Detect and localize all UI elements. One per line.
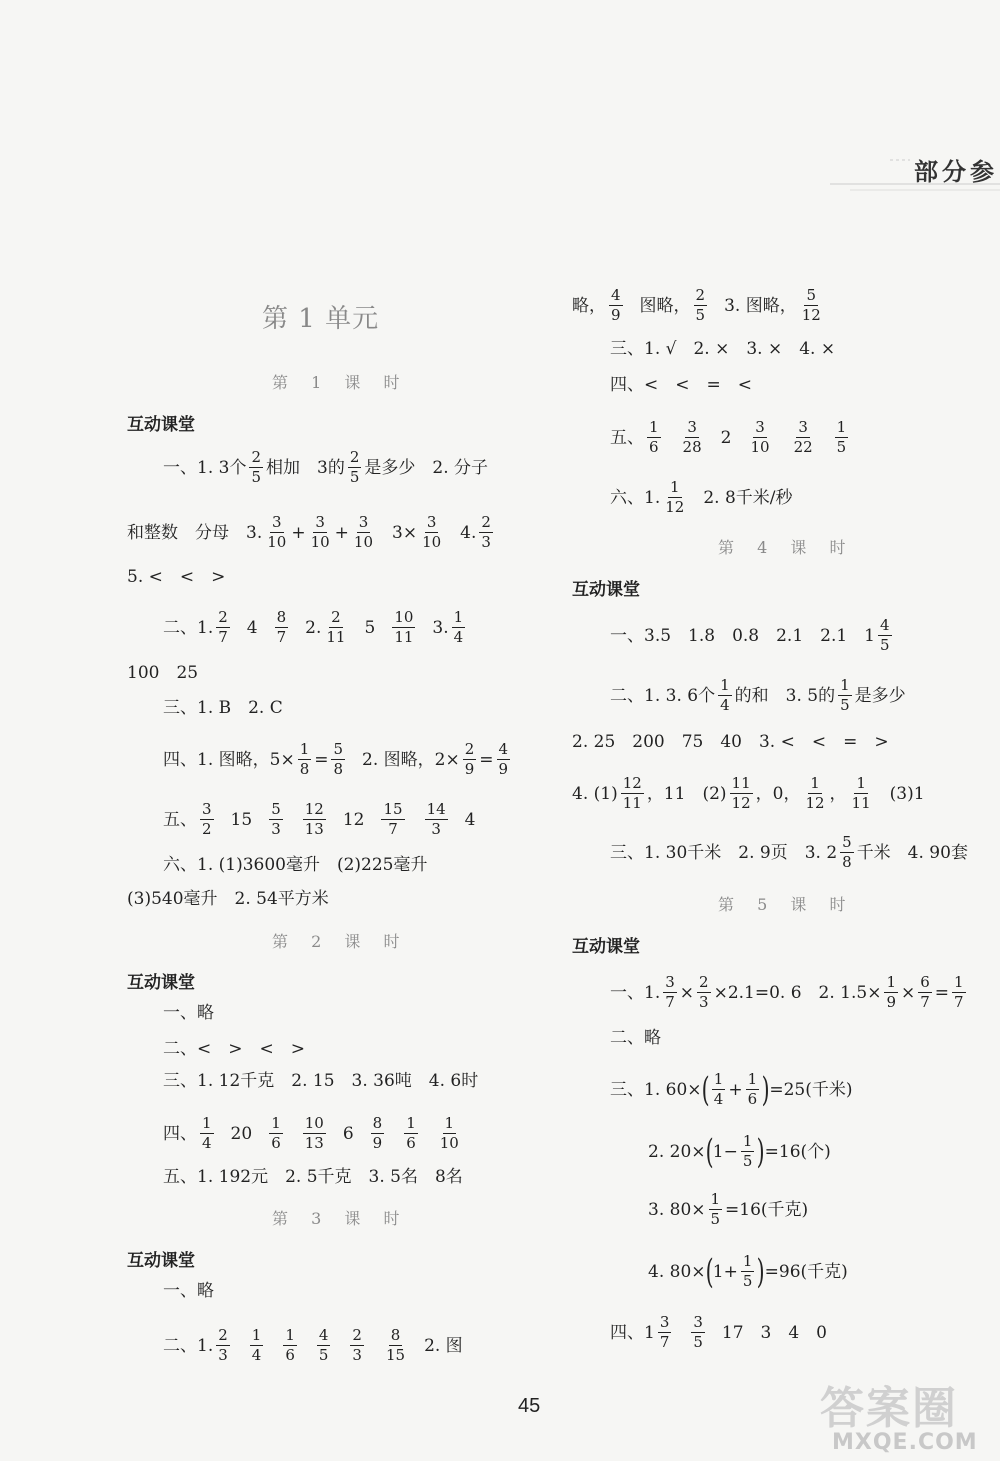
fraction: $\frac{1}{6}$ (271, 1114, 281, 1152)
c1-q5: 五、 $\frac{3}{2}$ 15 $\frac{5}{3}$ $\frac{12}{13}$ 12 $\frac{15}{7}$ $\frac{14}{3}$ 4 (163, 800, 476, 838)
fraction: $\frac{2}{5}$ (349, 448, 360, 486)
fraction: $\frac{1}{4}$ (453, 608, 464, 646)
c1-q2-line1: 二、1. $\frac{2}{7}$ 4 $\frac{8}{7}$ 2. $\frac{2}{11}$ 5 $\frac{10}{11}$ 3. $\frac{1}{4}$ (163, 608, 464, 646)
fraction: $\frac{1}{9}$ (886, 973, 896, 1011)
fraction: $\frac{3}{5}$ (693, 1313, 703, 1351)
c4-q3: 三、1. 30千米 2. 9页 3. 2 $\frac{5}{8}$ 千米 4. 90套 (610, 833, 968, 871)
c1-q3: 三、1. B 2. C (163, 698, 283, 718)
fraction: $\frac{15}{7}$ (383, 800, 403, 838)
c5-q3-3: 3. 80× $\frac{1}{5}$ =16(千克) (648, 1190, 809, 1228)
fraction: $\frac{5}{8}$ (842, 833, 852, 871)
c3-q1: 一、略 (163, 1281, 214, 1301)
c4-q2-line3: 4. (1) $\frac{12}{11}$ ，11 (2) $\frac{11}{12}$ ，0， $\frac{1}{12}$ ， $\frac{1}{11}$ (3)1 (572, 774, 925, 812)
fraction: $\frac{4}{9}$ (498, 740, 509, 778)
c2-q3: 三、1. 12千克 2. 15 3. 36吨 4. 6时 (163, 1071, 479, 1091)
fraction: $\frac{14}{3}$ (426, 800, 446, 838)
fraction: $\frac{3}{10}$ (267, 513, 287, 551)
c3-q3: 三、1. √ 2. × 3. × 4. × (610, 339, 836, 359)
c5-q4: 四、1 $\frac{3}{7}$ $\frac{3}{5}$ 17 3 4 0 (610, 1313, 828, 1351)
c1-q2-line2: 100 25 (127, 663, 199, 683)
c3-q4: 四、< < = < (610, 375, 752, 395)
c5-q1: 一、1. $\frac{3}{7}$ × $\frac{2}{3}$ ×2.1=0. 6 2. 1.5× $\frac{1}{9}$ × $\frac{6}{7}$ = $\frac{1}{7}$ (610, 973, 964, 1011)
fraction: $\frac{12}{13}$ (304, 800, 324, 838)
fraction: $\frac{2}{7}$ (218, 608, 228, 646)
watermark-logo: 答案圈 (820, 1383, 958, 1434)
fraction: $\frac{3}{10}$ (353, 513, 374, 551)
fraction: $\frac{1}{5}$ (840, 676, 850, 714)
c5-q3-4: 4. 80× ( 1+ $\frac{1}{5}$ ) =96(千克) (648, 1251, 848, 1292)
section-label: 互动课堂 (127, 1251, 195, 1271)
fraction: $\frac{2}{5}$ (251, 448, 261, 486)
fraction: $\frac{1}{12}$ (665, 478, 685, 516)
fraction: $\frac{4}{5}$ (880, 616, 890, 654)
fraction: $\frac{3}{7}$ (665, 973, 675, 1011)
lesson-2-title: 第 2 课 时 (272, 932, 409, 951)
fraction: $\frac{12}{11}$ (622, 774, 642, 812)
fraction: $\frac{3}{7}$ (659, 1313, 670, 1351)
fraction: $\frac{4}{5}$ (318, 1326, 329, 1364)
fraction: $\frac{2}{3}$ (352, 1326, 362, 1364)
fraction: $\frac{8}{15}$ (385, 1326, 406, 1364)
watermark-url: MXQE.COM (832, 1430, 978, 1455)
fraction: $\frac{1}{5}$ (836, 418, 847, 456)
fraction: $\frac{8}{7}$ (276, 608, 287, 646)
fraction: $\frac{3}{10}$ (750, 418, 770, 456)
lesson-4-title: 第 4 课 时 (718, 538, 855, 557)
fraction: $\frac{1}{5}$ (742, 1132, 753, 1170)
section-label: 互动课堂 (127, 973, 195, 993)
fraction: $\frac{1}{4}$ (251, 1326, 262, 1364)
fraction: $\frac{2}{3}$ (218, 1326, 228, 1364)
fraction: $\frac{1}{6}$ (649, 418, 659, 456)
c5-q3-1: 三、1. 60× ( $\frac{1}{4}$ + $\frac{1}{6}$ ) =25(千米) (610, 1069, 853, 1110)
fraction: $\frac{1}{4}$ (713, 1070, 724, 1108)
section-label: 互动课堂 (572, 937, 640, 957)
c3-q5: 五、 $\frac{1}{6}$ $\frac{3}{28}$ 2 $\frac{3}{10}$ $\frac{3}{22}$ $\frac{1}{5}$ (610, 418, 847, 456)
fraction: $\frac{11}{12}$ (731, 774, 751, 812)
fraction: $\frac{10}{13}$ (304, 1114, 324, 1152)
fraction: $\frac{1}{10}$ (439, 1114, 459, 1152)
c4-q1: 一、3.5 1.8 0.8 2.1 2.1 1 $\frac{4}{5}$ (610, 616, 890, 654)
fraction: $\frac{1}{8}$ (299, 740, 310, 778)
fraction: $\frac{1}{5}$ (742, 1252, 753, 1290)
c3-q6: 六、1. $\frac{1}{12}$ 2. 8千米/秒 (610, 478, 793, 516)
fraction: $\frac{3}{2}$ (202, 800, 212, 838)
c1-q1-line3: 5. < < > (127, 567, 226, 587)
lesson-5-title: 第 5 课 时 (718, 895, 855, 914)
c4-q2-line2: 2. 25 200 75 40 3. < < = > (572, 732, 889, 752)
fraction: $\frac{1}{4}$ (202, 1114, 212, 1152)
fraction: $\frac{5}{8}$ (333, 740, 344, 778)
c1-q1-line1: 一、1. 3个 $\frac{2}{5}$ 相加 3的 $\frac{2}{5}$ 是多少 2. 分子 (163, 448, 488, 486)
fraction: $\frac{1}{6}$ (406, 1114, 416, 1152)
fraction: $\frac{5}{12}$ (801, 286, 821, 324)
c2-q5: 五、1. 192元 2. 5千克 3. 5名 8名 (163, 1167, 463, 1187)
c3-q2-continued: 略， $\frac{4}{9}$ 图略， $\frac{2}{5}$ 3. 图略， $\frac{5}{12}$ (572, 286, 821, 324)
fraction: $\frac{10}{11}$ (394, 608, 414, 646)
fraction: $\frac{6}{7}$ (920, 973, 930, 1011)
section-label: 互动课堂 (572, 580, 640, 600)
section-label: 互动课堂 (127, 415, 195, 435)
header-title: 部分参 (914, 158, 998, 186)
c1-q4: 四、1. 图略，5× $\frac{1}{8}$ = $\frac{5}{8}$ 2. 图略，2× $\frac{2}{9}$ = $\frac{4}{9}$ (163, 740, 509, 778)
fraction: $\frac{1}{5}$ (710, 1190, 721, 1228)
fraction: $\frac{3}{10}$ (310, 513, 330, 551)
lesson-1-title: 第 1 课 时 (272, 373, 409, 392)
fraction: $\frac{3}{22}$ (793, 418, 813, 456)
page-number: 45 (518, 1395, 541, 1417)
c2-q4: 四、 $\frac{1}{4}$ 20 $\frac{1}{6}$ $\frac{10}{13}$ 6 $\frac{8}{9}$ $\frac{1}{6}$ $\frac{1}{10}$ (163, 1114, 459, 1152)
fraction: $\frac{8}{9}$ (372, 1114, 383, 1152)
fraction: $\frac{1}{6}$ (285, 1326, 295, 1364)
fraction: $\frac{2}{11}$ (326, 608, 346, 646)
unit-title: 第 1 单元 (262, 304, 380, 334)
fraction: $\frac{1}{6}$ (747, 1070, 758, 1108)
c1-q6-line2: (3)540毫升 2. 54平方米 (127, 889, 329, 909)
fraction: $\frac{1}{4}$ (720, 676, 730, 714)
c5-q3-2: 2. 20× ( 1− $\frac{1}{5}$ ) =16(个) (648, 1131, 831, 1172)
c2-q2: 二、< > < > (163, 1039, 305, 1059)
fraction: $\frac{4}{9}$ (611, 286, 621, 324)
fraction: $\frac{2}{3}$ (699, 973, 709, 1011)
fraction: $\frac{5}{3}$ (271, 800, 281, 838)
fraction: $\frac{1}{12}$ (805, 774, 825, 812)
c5-q2: 二、略 (610, 1028, 661, 1048)
fraction: $\frac{1}{11}$ (851, 774, 871, 812)
fraction: $\frac{1}{7}$ (954, 973, 964, 1011)
fraction: $\frac{2}{9}$ (464, 740, 475, 778)
c1-q6-line1: 六、1. (1)3600毫升 (2)225毫升 (163, 855, 428, 875)
fraction: $\frac{2}{3}$ (481, 513, 491, 551)
c2-q1: 一、略 (163, 1003, 214, 1023)
fraction: $\frac{3}{10}$ (422, 513, 442, 551)
lesson-3-title: 第 3 课 时 (272, 1209, 409, 1228)
c1-q1-line2: 和整数 分母 3. $\frac{3}{10}$ + $\frac{3}{10}$ + $\frac{3}{10}$ 3× $\frac{3}{10}$ 4. $\frac{2}{3}$ (127, 513, 491, 551)
c3-q2: 二、1. $\frac{2}{3}$ $\frac{1}{4}$ $\frac{1}{6}$ $\frac{4}{5}$ $\frac{2}{3}$ $\frac{8}{15}$ 2. 图 (163, 1326, 463, 1364)
fraction: $\frac{3}{28}$ (682, 418, 702, 456)
fraction: $\frac{2}{5}$ (695, 286, 706, 324)
c4-q2-line1: 二、1. 3. 6个 $\frac{1}{4}$ 的和 3. 5的 $\frac{1}{5}$ 是多少 (610, 676, 906, 714)
